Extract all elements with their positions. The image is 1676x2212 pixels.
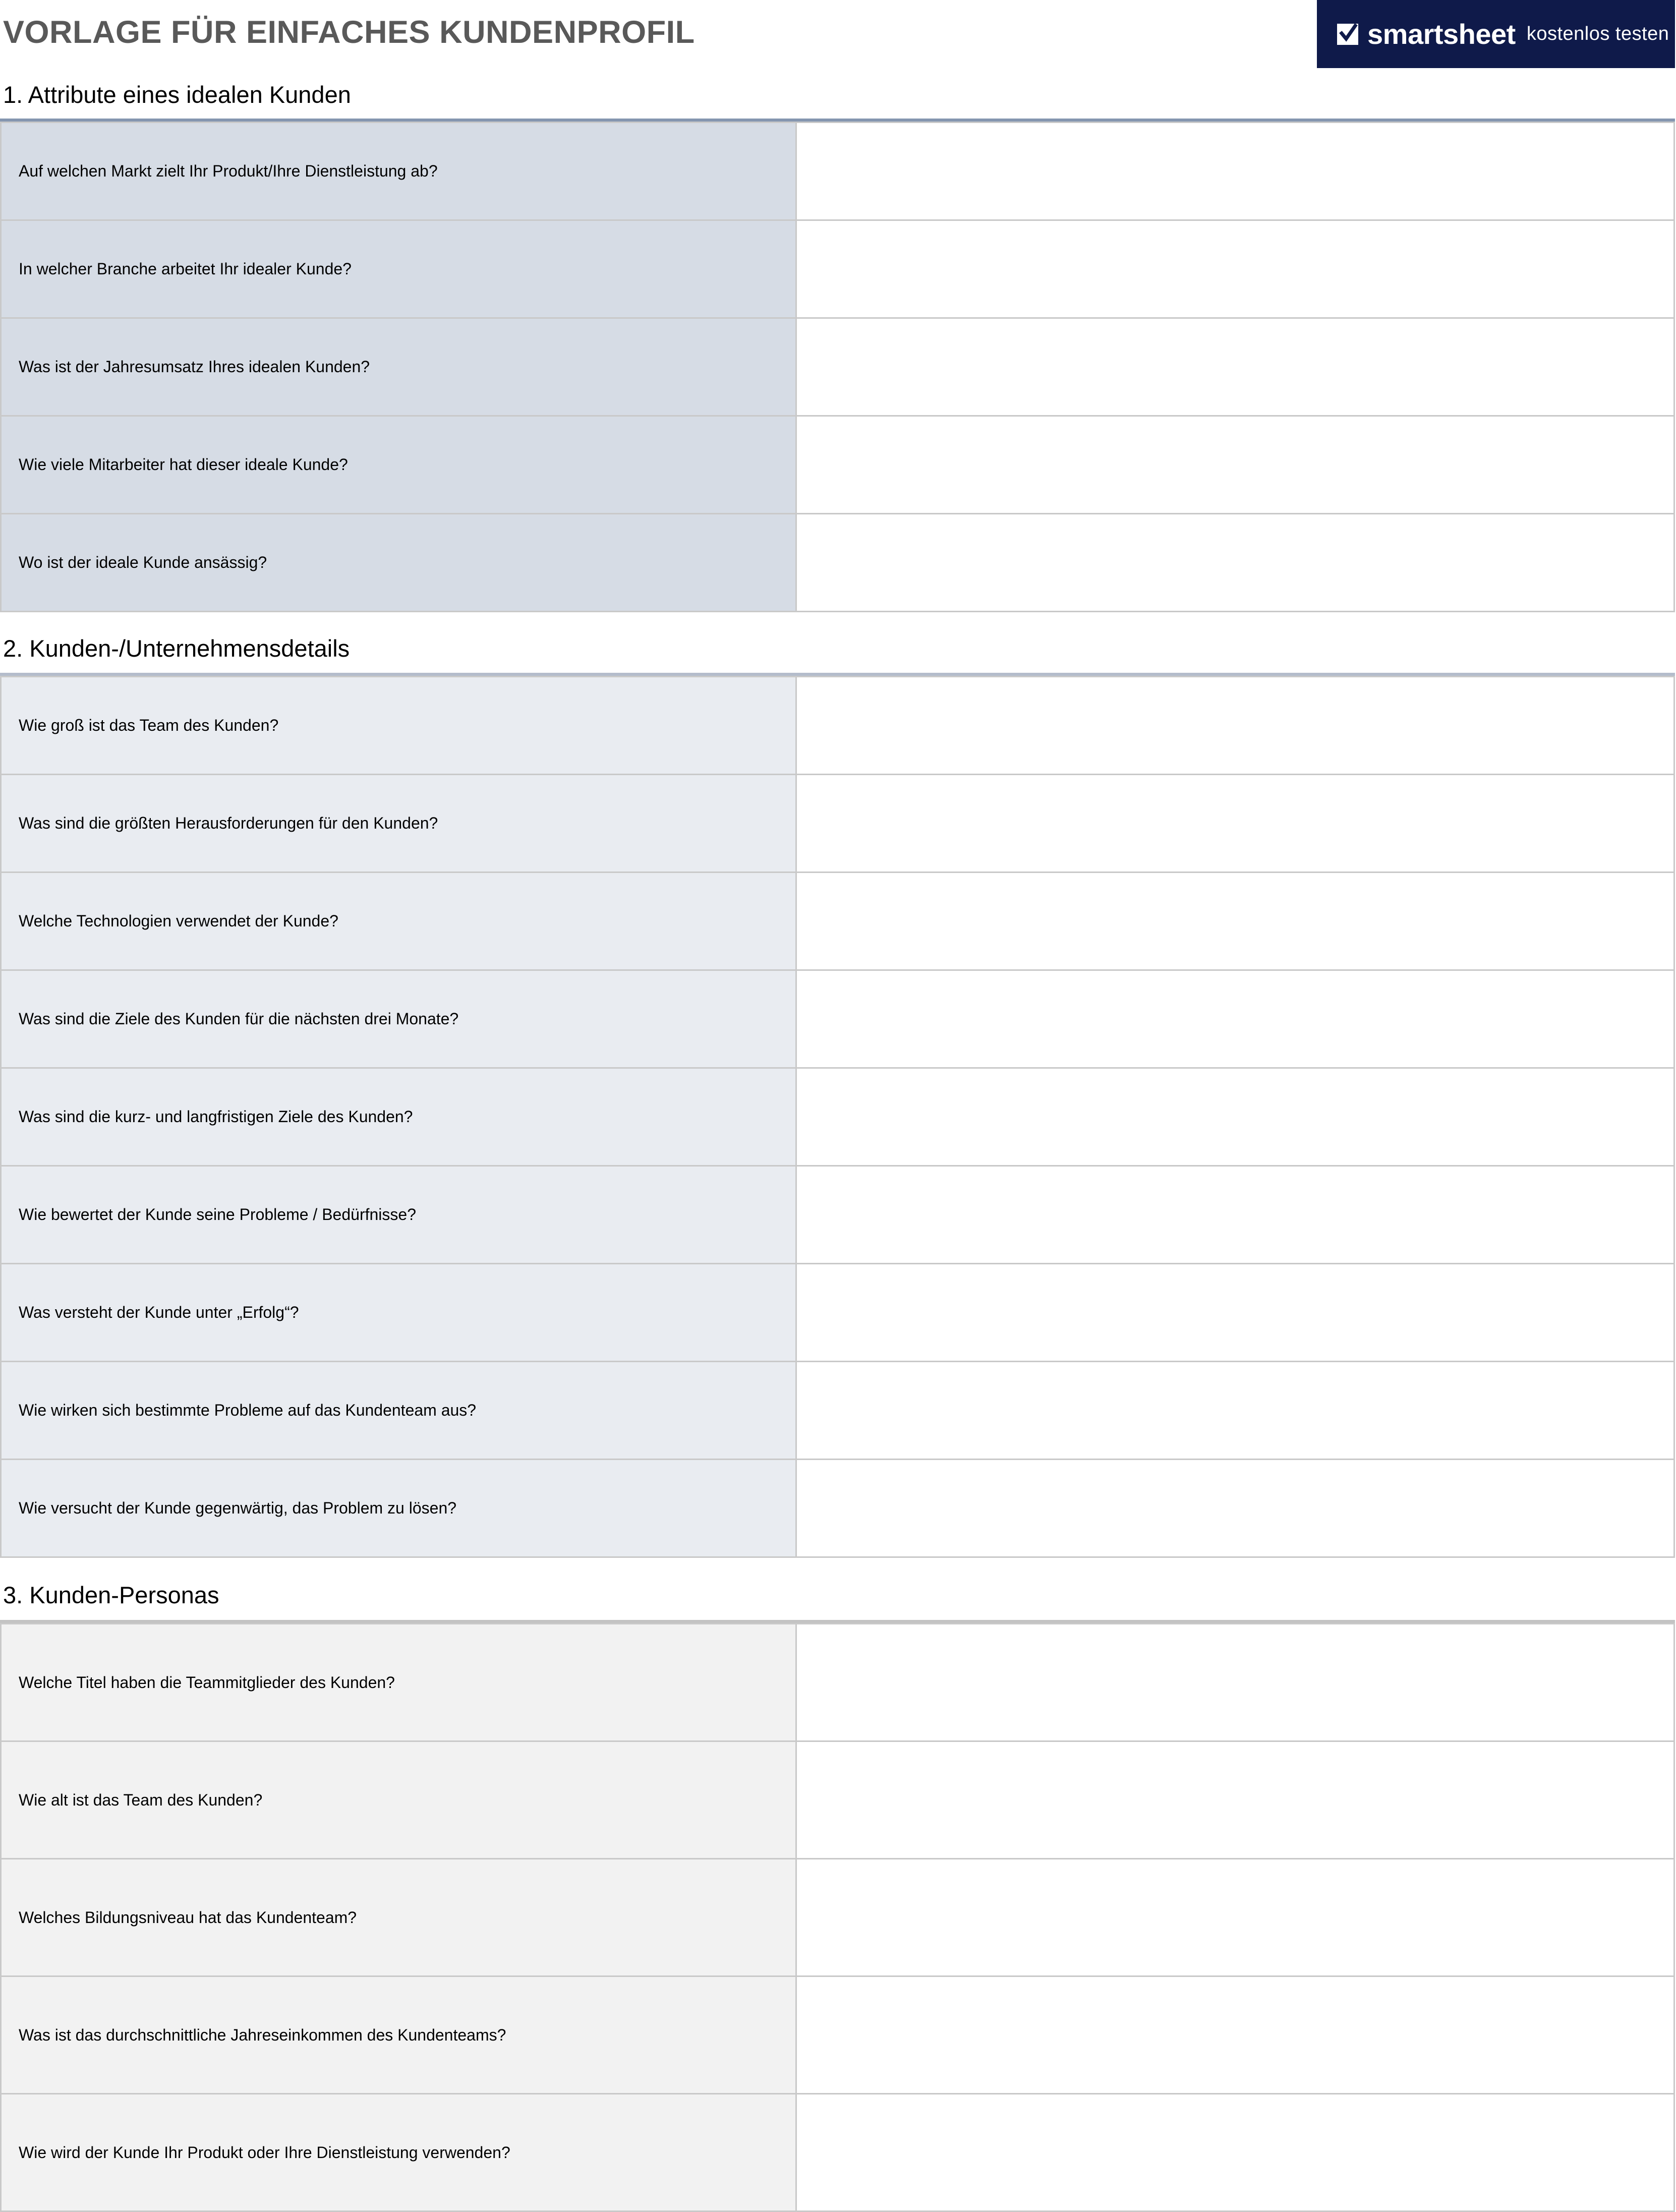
question-cell: Welche Titel haben die Teammitglieder des Kunden? xyxy=(1,1624,796,1741)
table-row xyxy=(1,775,1674,872)
answer-input[interactable] xyxy=(797,1742,1675,1858)
answer-input[interactable] xyxy=(797,874,1675,969)
answer-input[interactable] xyxy=(797,124,1675,219)
question-cell: Wo ist der ideale Kunde ansässig? xyxy=(1,514,796,612)
answer-cell[interactable] xyxy=(796,872,1674,970)
question-cell: Was ist das durchschnittliche Jahreseinkommen des Kundenteams? xyxy=(1,1976,796,2094)
logo-cta-text: kostenlos testen xyxy=(1526,23,1669,44)
question-cell: Was sind die größten Herausforderungen für den Kunden? xyxy=(1,775,796,872)
page-title: VORLAGE FÜR EINFACHES KUNDENPROFIL xyxy=(3,15,695,50)
answer-input[interactable] xyxy=(797,1461,1675,1556)
answer-input[interactable] xyxy=(797,776,1675,871)
answer-cell[interactable] xyxy=(796,775,1674,872)
answer-input[interactable] xyxy=(797,417,1675,513)
question-cell: Wie versucht der Kunde gegenwärtig, das Problem zu lösen? xyxy=(1,1460,796,1557)
table-row xyxy=(1,1741,1674,1859)
answer-cell[interactable] xyxy=(796,677,1674,775)
question-table xyxy=(0,122,1675,612)
table-row xyxy=(1,1460,1674,1557)
section-heading: 2. Kunden-/Unternehmensdetails xyxy=(3,635,350,662)
table-row xyxy=(1,1859,1674,1976)
question-cell: Wie viele Mitarbeiter hat dieser ideale Kunde? xyxy=(1,416,796,514)
answer-input[interactable] xyxy=(797,221,1675,317)
answer-cell[interactable] xyxy=(796,1976,1674,2094)
question-cell: Was sind die kurz- und langfristigen Ziele des Kunden? xyxy=(1,1068,796,1166)
table-row xyxy=(1,1068,1674,1166)
question-cell: Wie wirken sich bestimmte Probleme auf das Kundenteam aus? xyxy=(1,1362,796,1460)
table-row xyxy=(1,1624,1674,1741)
table-row xyxy=(1,1166,1674,1264)
answer-cell[interactable] xyxy=(796,1741,1674,1859)
answer-cell[interactable] xyxy=(796,318,1674,416)
answer-cell[interactable] xyxy=(796,416,1674,514)
answer-cell[interactable] xyxy=(796,1624,1674,1741)
table-row xyxy=(1,1976,1674,2094)
question-cell: Was sind die Ziele des Kunden für die nächsten drei Monate? xyxy=(1,970,796,1068)
checkmark-icon xyxy=(1337,24,1358,45)
answer-cell[interactable] xyxy=(796,1362,1674,1460)
question-cell: Wie bewertet der Kunde seine Probleme / Bedürfnisse? xyxy=(1,1166,796,1264)
table-row xyxy=(1,1362,1674,1460)
answer-input[interactable] xyxy=(797,1069,1675,1165)
question-cell: Was ist der Jahresumsatz Ihres idealen Kunden? xyxy=(1,318,796,416)
answer-input[interactable] xyxy=(797,1977,1675,2093)
section-heading: 3. Kunden-Personas xyxy=(3,1582,219,1608)
question-cell: Wie wird der Kunde Ihr Produkt oder Ihre Dienstleistung verwenden? xyxy=(1,2094,796,2211)
smartsheet-logo-button[interactable] xyxy=(1317,0,1675,68)
logo-brand-text: smartsheet xyxy=(1367,18,1516,50)
table-row xyxy=(1,123,1674,220)
answer-cell[interactable] xyxy=(796,123,1674,220)
answer-cell[interactable] xyxy=(796,1068,1674,1166)
answer-cell[interactable] xyxy=(796,970,1674,1068)
section-heading: 1. Attribute eines idealen Kunden xyxy=(3,81,351,108)
table-row xyxy=(1,514,1674,612)
answer-cell[interactable] xyxy=(796,1859,1674,1976)
table-row xyxy=(1,677,1674,775)
table-row xyxy=(1,872,1674,970)
answer-input[interactable] xyxy=(797,515,1675,611)
answer-cell[interactable] xyxy=(796,220,1674,318)
page-header xyxy=(0,0,1676,71)
table-row xyxy=(1,970,1674,1068)
table-row xyxy=(1,2094,1674,2211)
question-cell: In welcher Branche arbeitet Ihr idealer Kunde? xyxy=(1,220,796,318)
question-cell: Wie alt ist das Team des Kunden? xyxy=(1,1741,796,1859)
question-cell: Welche Technologien verwendet der Kunde? xyxy=(1,872,796,970)
table-row xyxy=(1,1264,1674,1362)
answer-input[interactable] xyxy=(797,1363,1675,1459)
answer-cell[interactable] xyxy=(796,2094,1674,2211)
answer-input[interactable] xyxy=(797,1625,1675,1740)
answer-input[interactable] xyxy=(797,1265,1675,1361)
question-table xyxy=(0,1623,1675,2212)
table-row xyxy=(1,318,1674,416)
answer-cell[interactable] xyxy=(796,1460,1674,1557)
question-cell: Was versteht der Kunde unter „Erfolg“? xyxy=(1,1264,796,1362)
answer-cell[interactable] xyxy=(796,1264,1674,1362)
question-cell: Auf welchen Markt zielt Ihr Produkt/Ihre Dienstleistung ab? xyxy=(1,123,796,220)
table-row xyxy=(1,416,1674,514)
question-cell: Welches Bildungsniveau hat das Kundenteam? xyxy=(1,1859,796,1976)
answer-cell[interactable] xyxy=(796,514,1674,612)
question-table xyxy=(0,676,1675,1558)
table-row xyxy=(1,220,1674,318)
answer-input[interactable] xyxy=(797,1167,1675,1263)
answer-input[interactable] xyxy=(797,319,1675,415)
answer-input[interactable] xyxy=(797,678,1675,774)
question-cell: Wie groß ist das Team des Kunden? xyxy=(1,677,796,775)
answer-input[interactable] xyxy=(797,971,1675,1067)
answer-cell[interactable] xyxy=(796,1166,1674,1264)
answer-input[interactable] xyxy=(797,1860,1675,1975)
answer-input[interactable] xyxy=(797,2095,1675,2210)
